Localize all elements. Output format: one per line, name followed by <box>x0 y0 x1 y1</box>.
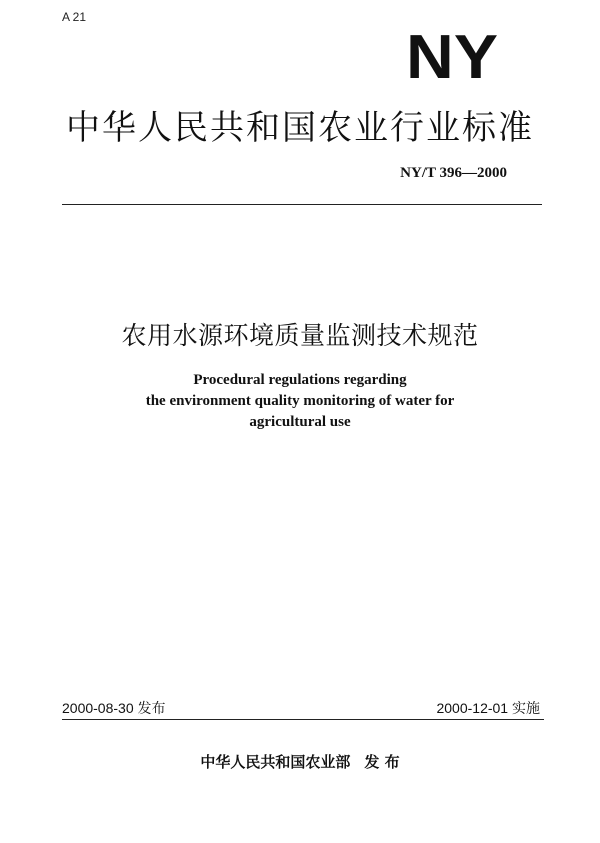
top-divider <box>62 204 542 205</box>
english-title-line: the environment quality monitoring of water for <box>145 393 455 409</box>
english-title-line: Procedural regulations regarding <box>193 372 407 388</box>
document-title-english <box>0 370 600 433</box>
standard-category-title: 中华人民共和国农业行业标准 <box>66 108 534 148</box>
svg-text:NY: NY <box>406 23 498 88</box>
issue-date: 2000-08-30 发布 <box>62 700 166 716</box>
classification-code: A 21 <box>62 10 87 24</box>
ny-logo <box>404 22 500 88</box>
english-title-line: agricultural use <box>249 414 351 430</box>
standard-number: NY/T 396—2000 <box>400 165 507 181</box>
document-title-chinese: 农用水源环境质量监测技术规范 <box>121 321 479 350</box>
publisher-name: 中华人民共和国农业部 <box>200 753 351 771</box>
implementation-date: 2000-12-01 实施 <box>436 700 540 716</box>
bottom-divider <box>62 719 544 720</box>
publish-action: 发 布 <box>364 753 400 771</box>
publisher-line <box>0 751 600 772</box>
